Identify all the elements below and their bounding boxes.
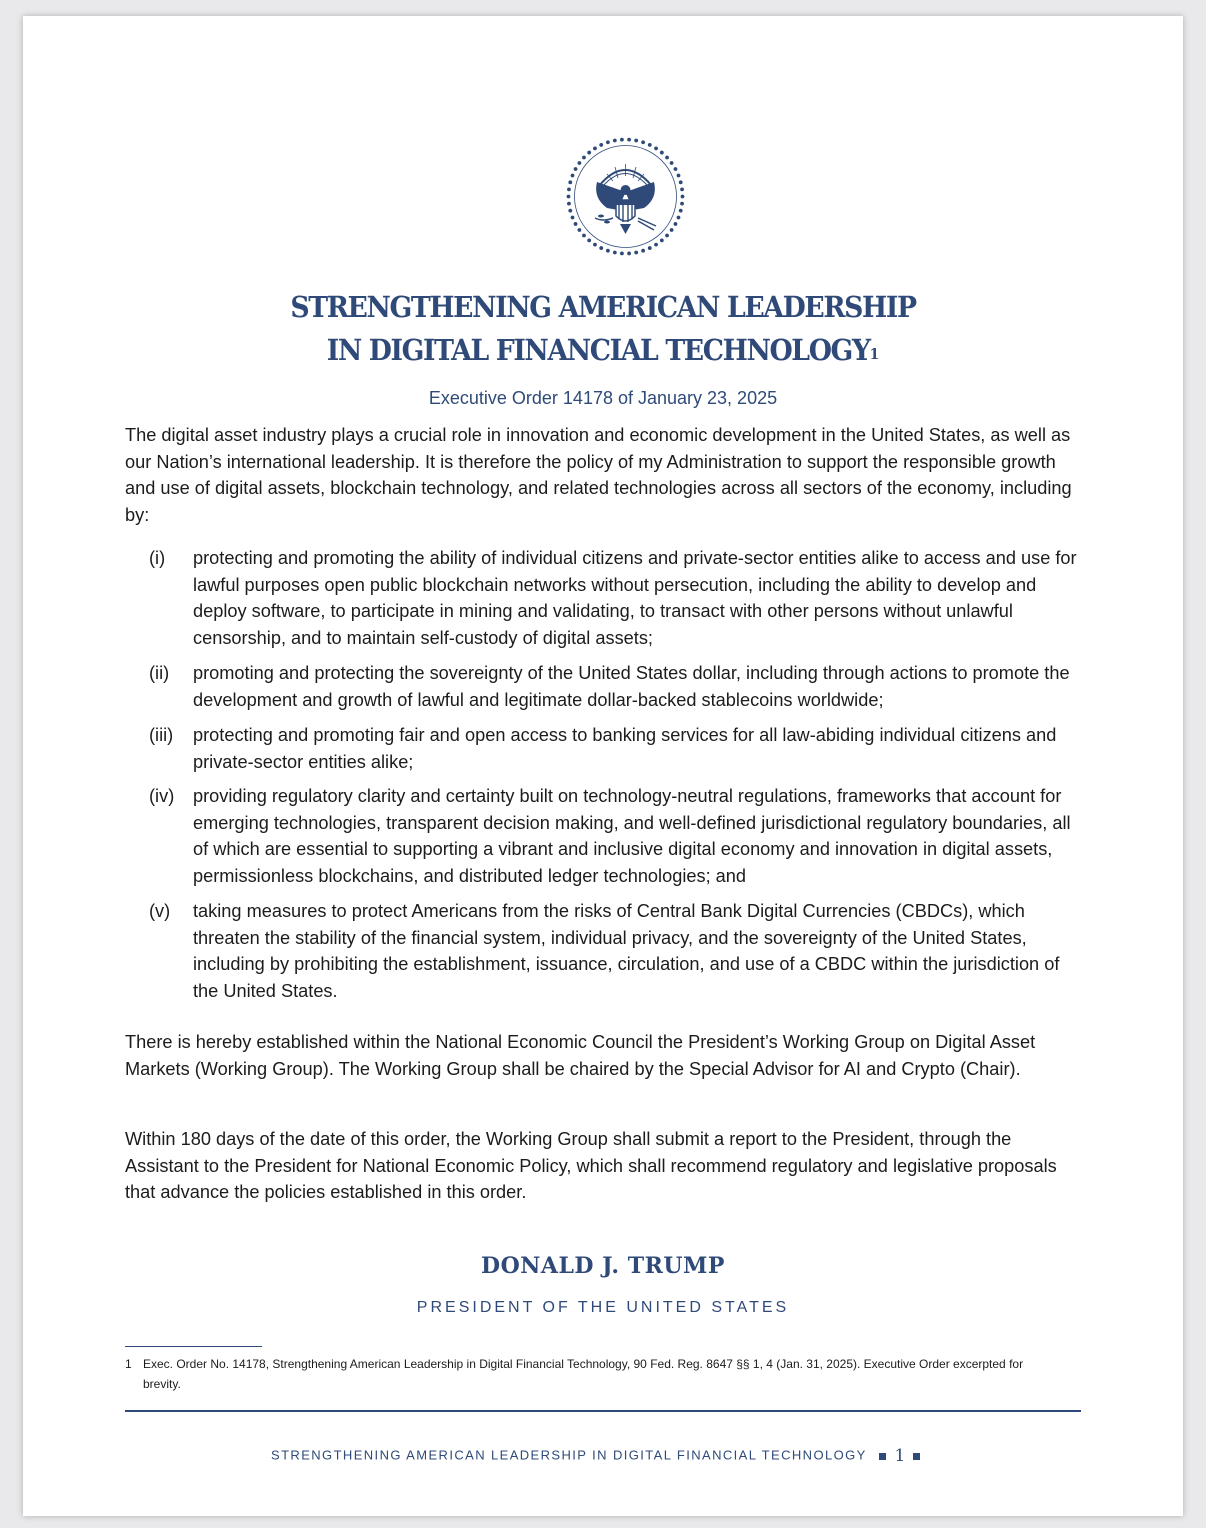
list-item-text: promoting and protecting the sovereignty of the United States dollar, including through actions to promote the development and growth of lawful and legitimate dollar-backed stablecoins worldwide; (193, 663, 1070, 710)
list-item-number: (iii) (149, 725, 174, 745)
list-item-v (149, 898, 1085, 1004)
list-item-iv (149, 783, 1085, 889)
working-group-paragraph: There is hereby established within the National Economic Council the President’s Working Group on Digital Asset Markets (Working Group). The Working Group shall be chaired by the Special Advisor for AI and Crypto (Chair). (125, 1032, 1036, 1079)
seal-star (599, 143, 603, 147)
intro-paragraph: The digital asset industry plays a crucial role in innovation and economic development in the United States, as well as our Nation’s international leadership. It is therefore the policy of my Administration to support the responsible growth and use of digital assets, blockchain technology, and related technologies across all sectors of the economy, including by: (125, 425, 1072, 525)
seal-star (567, 195, 571, 199)
title-line-1: STRENGTHENING AMERICAN LEADERSHIP (290, 290, 916, 324)
footnote (125, 1354, 1055, 1394)
seal-star (680, 202, 684, 206)
signature-name: DONALD J. TRUMP (481, 1253, 725, 1279)
seal-star (571, 216, 575, 220)
seal-star (613, 251, 617, 255)
list-item-number: (v) (149, 901, 171, 921)
seal-star (627, 138, 631, 142)
seal-star (593, 243, 597, 247)
seal-star (606, 249, 610, 253)
seal-star (674, 167, 678, 171)
seal-star (587, 239, 591, 243)
footer-title: STRENGTHENING AMERICAN LEADERSHIP IN DIGITAL FINANCIAL TECHNOLOGY (271, 1447, 867, 1463)
list-item-ii (149, 660, 1085, 713)
title-line-2 (69, 329, 1136, 372)
page-number: 1 (894, 1446, 906, 1466)
seal-star (681, 195, 685, 199)
seal-star (613, 139, 617, 143)
seal-star (660, 239, 664, 243)
report-paragraph: Within 180 days of the date of this order, the Working Group shall submit a report to the President, through the Assistant to the President for National Economic Policy, which shall recommend regulatory and legislative proposals that advance the policies established in this order. (125, 1129, 1057, 1202)
seal-star (677, 216, 681, 220)
footnote-text: Exec. Order No. 14178, Strengthening American Leadership in Digital Financial Technology, 90 Fed. Reg. 8647 §§ 1, 4 (Jan. 31, 2025). Executive Order excerpted for brevity. (143, 1357, 1024, 1391)
square-bullet-icon (913, 1453, 920, 1460)
footnote-number: 1 (125, 1357, 132, 1371)
seal-star (674, 222, 678, 226)
executive-order-subtitle: Executive Order 14178 of January 23, 2025 (428, 388, 778, 408)
seal-star (679, 209, 683, 213)
seal-star (677, 174, 681, 178)
seal-star (567, 187, 571, 191)
document-title (69, 286, 1136, 372)
title-footnote-ref[interactable]: 1 (869, 345, 880, 363)
seal-star (680, 187, 684, 191)
seal-star (593, 146, 597, 150)
list-item-text: protecting and promoting fair and open access to banking services for all law-abiding individual citizens and private-sector entities alike; (193, 725, 1057, 772)
seal-star (670, 228, 674, 232)
list-item-number: (iv) (149, 786, 175, 806)
seal-star (634, 251, 638, 255)
seal-star (606, 140, 610, 144)
square-bullet-icon (879, 1453, 886, 1460)
seal-star (620, 138, 624, 142)
seal-star (567, 202, 571, 206)
seal-star (577, 228, 581, 232)
seal-star (568, 180, 572, 184)
seal-star (587, 151, 591, 155)
seal-star (648, 143, 652, 147)
footnote-divider (125, 1346, 262, 1347)
seal-star (627, 251, 631, 255)
seal-star (660, 151, 664, 155)
seal-star (665, 156, 669, 160)
title-line-2-text: IN DIGITAL FINANCIAL TECHNOLOGY (326, 333, 870, 367)
page-footer (271, 1446, 920, 1466)
seal-star (679, 180, 683, 184)
seal-star (582, 156, 586, 160)
seal-star (582, 234, 586, 238)
seal-star (574, 167, 578, 171)
list-item-i (149, 545, 1085, 651)
seal-star (571, 174, 575, 178)
list-item-number: (ii) (149, 663, 170, 683)
seal-star (654, 146, 658, 150)
seal-star (577, 161, 581, 165)
list-item-text: protecting and promoting the ability of individual citizens and private-sector entities alike to access and use for lawful purposes open public blockchain networks without persecution, including the ability to develop and deploy software, to participate in mining and validating, to transact with other persons without unlawful censorship, and to maintain self-custody of digital assets; (193, 548, 1077, 648)
seal-star (568, 209, 572, 213)
list-item-iii (149, 722, 1085, 775)
seal-star (641, 249, 645, 253)
seal-star (654, 243, 658, 247)
list-item-number: (i) (149, 548, 166, 568)
footer-divider (125, 1410, 1081, 1412)
presidential-seal-icon (563, 134, 688, 259)
seal-star (634, 139, 638, 143)
signature-title: PRESIDENT OF THE UNITED STATES (416, 1299, 790, 1316)
list-item-text: providing regulatory clarity and certainty built on technology-neutral regulations, frameworks that account for emerging technologies, transparent decision making, and well-defined jurisdictional regulatory boundaries, all of which are essential to supporting a vibrant and inclusive digital economy and innovation in digital assets, permissionless blockchains, and distributed ledger technologies; and (193, 786, 1071, 886)
seal-star (641, 140, 645, 144)
document-page (23, 16, 1183, 1516)
list-item-text: taking measures to protect Americans from the risks of Central Bank Digital Currencies (CBDCs), which threaten the stability of the financial system, individual privacy, and the sovereignty of the United States, including by prohibiting the establishment, issuance, circulation, and use of a CBDC within the jurisdiction of the United States. (193, 901, 1060, 1001)
seal-star (599, 246, 603, 250)
seal-star (648, 246, 652, 250)
seal-star (670, 161, 674, 165)
seal-star (665, 234, 669, 238)
seal-star (620, 251, 624, 255)
seal-star (574, 222, 578, 226)
